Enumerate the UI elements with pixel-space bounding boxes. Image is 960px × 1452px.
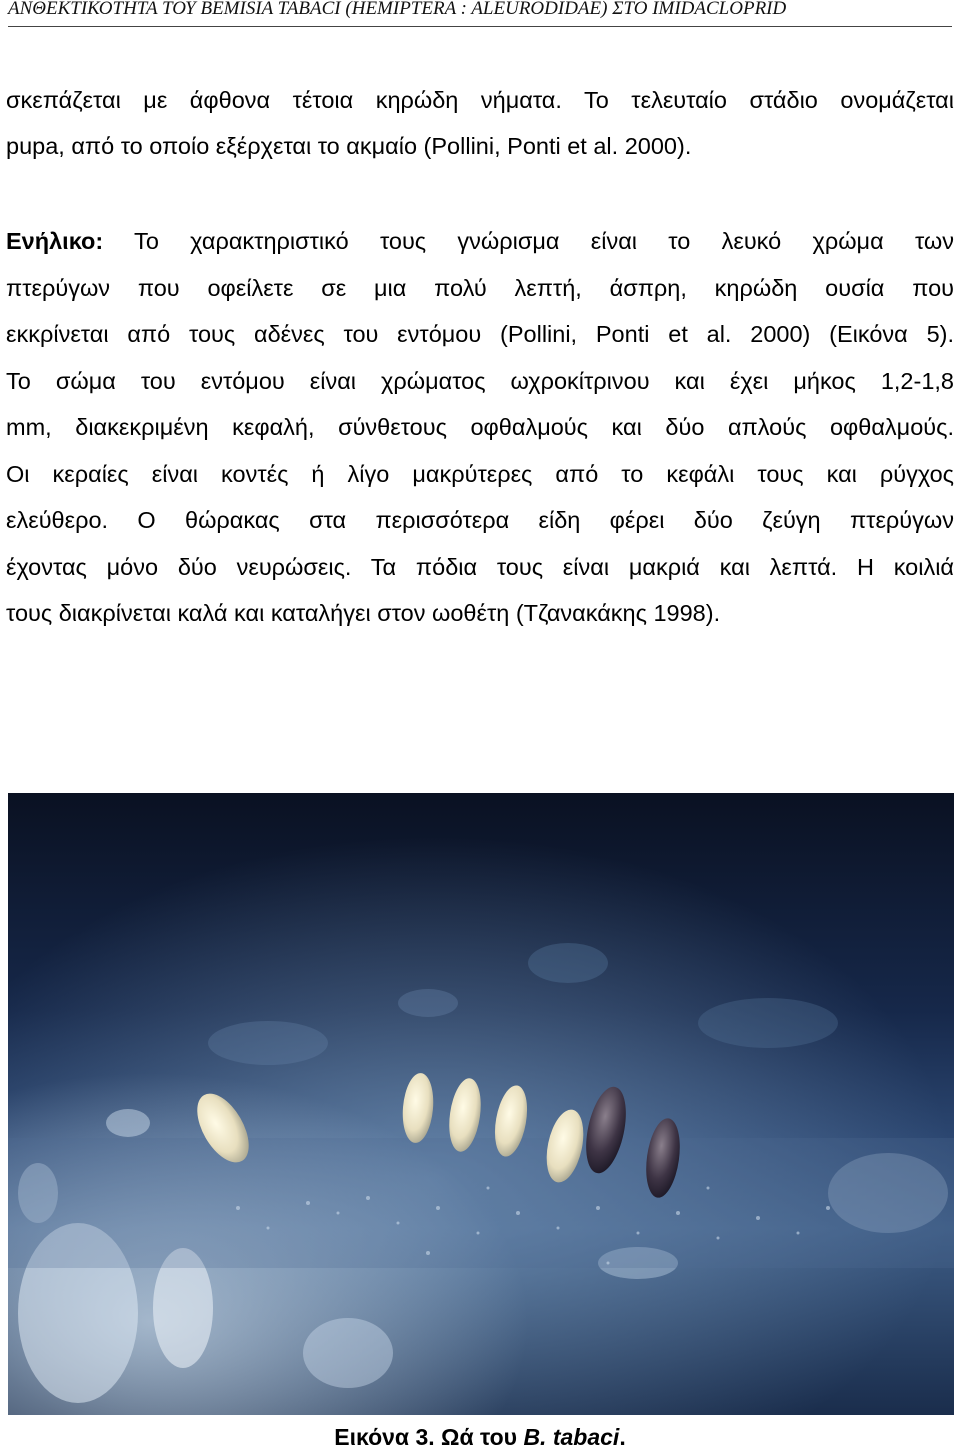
text-span: Το χαρακτηριστικό τους γνώρισμα είναι το λευκό χρώμα των [103, 228, 954, 254]
text-line [6, 226, 954, 256]
text-line: mm, διακεκριμένη κεφαλή, σύνθετους οφθαλμούς και δύο απλούς οφθαλμούς. [6, 414, 954, 440]
text-line: εκκρίνεται από τους αδένες του εντόμου (Pollini, Ponti et al. 2000) (Εικόνα 5). [6, 321, 954, 347]
caption-species: B. tabaci [523, 1424, 620, 1450]
caption-suffix: . [619, 1424, 626, 1450]
text-line: pupa, από το οποίο εξέρχεται το ακμαίο (Pollini, Ponti et al. 2000). [6, 133, 692, 159]
figure-caption [0, 1422, 960, 1452]
text-line: Το σώμα του εντόμου είναι χρώματος ωχροκίτρινου και έχει μήκος 1,2-1,8 [6, 368, 954, 394]
caption-prefix: Εικόνα 3. Ωά του [334, 1424, 524, 1450]
photo-illustration [8, 793, 954, 1415]
text-line: σκεπάζεται με άφθονα τέτοια κηρώδη νήματα. Το τελευταίο στάδιο ονομάζεται [6, 87, 954, 113]
text-line: έχοντας μόνο δύο νευρώσεις. Τα πόδια τους είναι μακριά και λεπτά. Η κοιλιά [6, 554, 954, 580]
adult-heading: Ενήλικο: [6, 228, 104, 254]
text-line: πτερύγων που οφείλετε σε μια πολύ λεπτή, άσπρη, κηρώδη ουσία που [6, 275, 954, 301]
whitefly-eggs-photo [8, 793, 954, 1415]
text-line: τους διακρίνεται καλά και καταλήγει στον ωοθέτη (Τζανακάκης 1998). [6, 600, 721, 626]
text-line: Οι κεραίες είναι κοντές ή λίγο μακρύτερες από το κεφάλι τους και ρύγχος [6, 461, 954, 487]
text-line: ελεύθερο. Ο θώρακας στα περισσότερα είδη φέρει δύο ζεύγη πτερύγων [6, 507, 954, 533]
running-header: ΑΝΘΕΚΤΙΚΟΤΗΤΑ ΤΟΥ BEMISIA TABACI (HEMIPTERA : ALEURODIDAE) ΣΤΟ IMIDACLOPRID [8, 0, 952, 27]
